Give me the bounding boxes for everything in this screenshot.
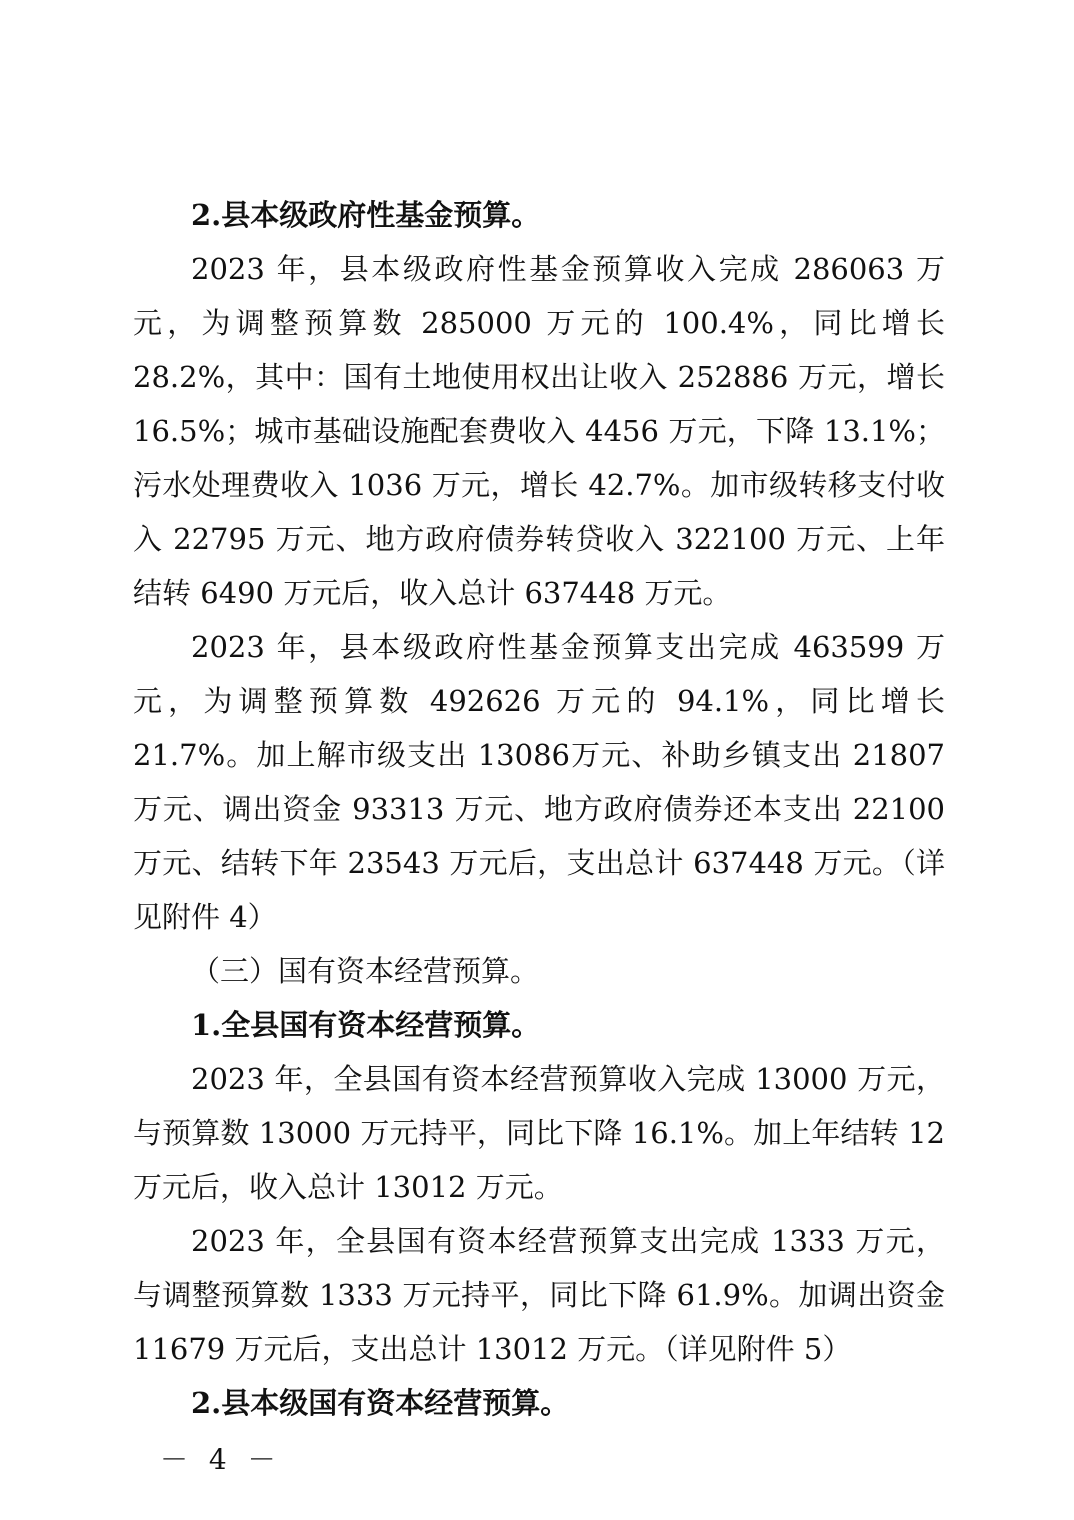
document-body: [133, 188, 945, 1430]
paragraph-fund-expenditure: 2023 年，县本级政府性基金预算支出完成 463599 万元，为调整预算数 492626 万元的 94.1%，同比增长 21.7%。加上解市级支出 13086万元、补助乡镇支出 21807万元、调出资金 93313 万元、地方政府债券还本支出 22100 万元、结转下年 23543 万元后，支出总计 637448 万元。（详见附件 4）: [133, 630, 945, 934]
heading-county-government-fund-budget: 2.县本级政府性基金预算。: [191, 198, 541, 232]
paragraph-state-capital-revenue: 2023 年，全县国有资本经营预算收入完成 13000 万元，与预算数 13000 万元持平，同比下降 16.1%。加上年结转 12 万元后，收入总计 13012 万元。: [133, 1062, 945, 1204]
section-heading-state-capital-budget: （三）国有资本经营预算。: [191, 954, 540, 988]
paragraph-state-capital-expenditure: 2023 年，全县国有资本经营预算支出完成 1333 万元，与调整预算数 1333 万元持平，同比下降 61.9%。加调出资金 11679 万元后，支出总计 13012 万元。（详见附件 5）: [133, 1224, 945, 1366]
page-number: － 4 －: [160, 1443, 282, 1476]
paragraph-fund-revenue: 2023 年，县本级政府性基金预算收入完成 286063 万元，为调整预算数 285000 万元的 100.4%，同比增长 28.2%，其中：国有土地使用权出让收入 252886 万元，增长 16.5%；城市基础设施配套费收入 4456 万元，下降 13.1%；污水处理费收入 1036 万元，增长 42.7%。加市级转移支付收入 22795 万元、地方政府债券转贷收入 322100 万元、上年结转 6490 万元后，收入总计 637448 万元。: [133, 252, 945, 610]
heading-county-level-state-capital-budget: 2.县本级国有资本经营预算。: [191, 1386, 570, 1420]
heading-county-wide-state-capital-budget: 1.全县国有资本经营预算。: [191, 1008, 541, 1042]
